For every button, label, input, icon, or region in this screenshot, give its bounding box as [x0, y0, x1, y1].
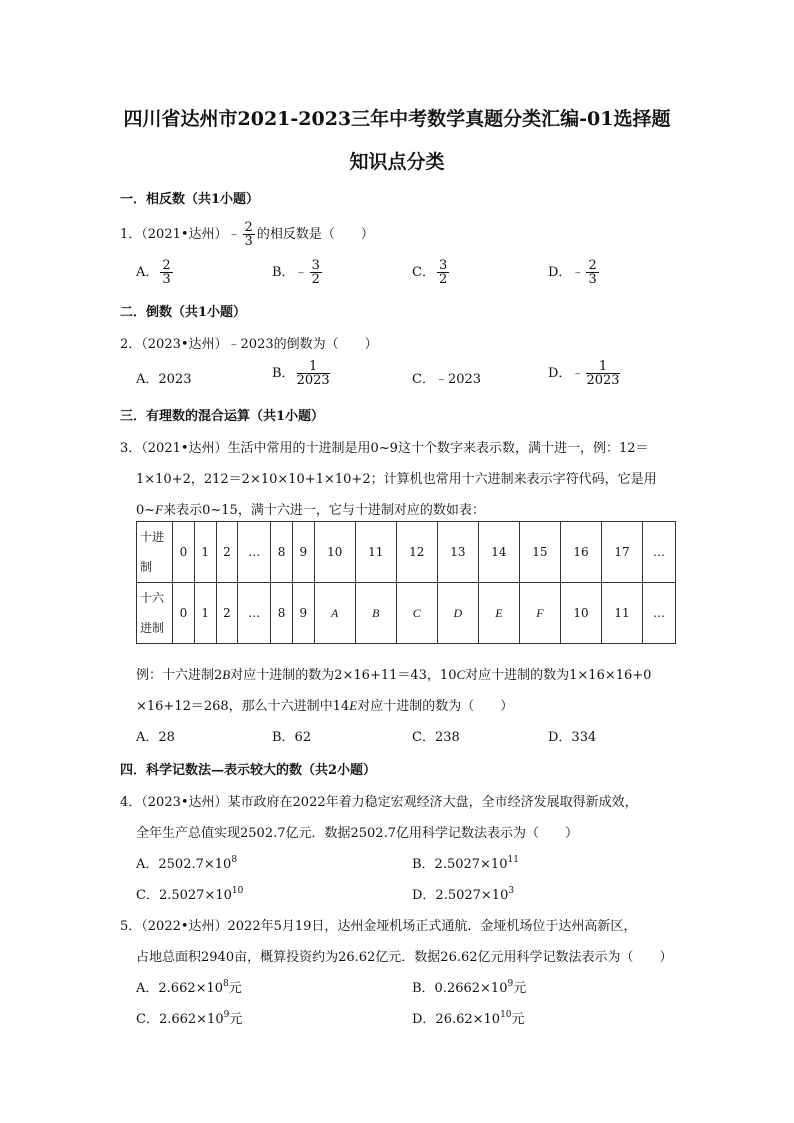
- text: 对应十进制的数为（ ）: [357, 699, 514, 714]
- q2-b-fraction: [297, 360, 330, 387]
- table-cell: 11: [602, 583, 643, 644]
- q2-d-fraction: [586, 360, 619, 387]
- q4-option-a: [136, 853, 237, 872]
- q4-line-1: 4．（2023•达州）某市政府在2022年着力稳定宏观经济大盘，全市经济发展取得新成效，: [120, 795, 638, 810]
- q4-line-2: 全年生产总值实现2502.7亿元．数据2502.7亿用科学记数法表示为（ ）: [136, 826, 578, 841]
- frac-den: 2: [311, 272, 320, 287]
- italic-var: D: [453, 605, 463, 620]
- table-cell: 2: [216, 522, 238, 583]
- text: 对应十进制的数为1×16×16+0: [465, 668, 652, 683]
- q5-line-1: 5．（2022•达州）2022年5月19日，达州金垭机场正式通航．金垭机场位于达州高新区，: [120, 919, 637, 934]
- table-cell: …: [643, 583, 676, 644]
- q5-line-2: 占地总面积2940亩，概算投资约为26.62亿元．数据26.62亿元用科学记数法表示为（ ）: [136, 950, 673, 965]
- q5-option-c: [136, 1008, 242, 1027]
- option-label: B．﹣: [272, 265, 308, 280]
- q2-option-a: A．2023: [136, 372, 192, 387]
- table-cell: [314, 583, 355, 644]
- hex-decimal-table: [136, 521, 676, 644]
- table-cell: 0: [173, 583, 195, 644]
- text: ×16+12＝268，那么十六进制中14: [136, 699, 350, 714]
- section-heading-3: 三．有理数的混合运算（共1小题）: [120, 409, 325, 424]
- table-cell: 9: [292, 583, 314, 644]
- q4-option-d: [412, 884, 514, 903]
- exponent: 10: [231, 886, 244, 896]
- table-cell: 1: [194, 522, 216, 583]
- q1-option-c: [412, 259, 451, 286]
- q3-after-line-1: [136, 664, 651, 683]
- text: D．2.5027×10: [412, 888, 509, 903]
- italic-var: B: [372, 605, 380, 620]
- frac-den: 3: [162, 272, 171, 287]
- q1-fraction: [243, 221, 255, 248]
- q1-c-fraction: [437, 259, 449, 286]
- table-cell: 10: [560, 583, 601, 644]
- q1-a-fraction: [160, 259, 172, 286]
- unit: 元: [513, 981, 527, 996]
- q1-d-fraction: [586, 259, 598, 286]
- table-cell: [396, 583, 437, 644]
- header-text: 十六: [140, 591, 165, 605]
- italic-var: C: [456, 667, 466, 682]
- q1-suffix: 的相反数是（ ）: [256, 227, 374, 242]
- table-cell: 13: [437, 522, 478, 583]
- table-cell: [519, 583, 560, 644]
- header-text: 进制: [140, 621, 165, 635]
- q2-option-c: C．﹣2023: [412, 372, 482, 387]
- exponent: 9: [223, 1010, 230, 1020]
- frac-den: 3: [588, 272, 597, 287]
- q5-option-a: [136, 977, 242, 996]
- table-cell: …: [238, 583, 271, 644]
- italic-var: F: [155, 502, 164, 517]
- table-cell: [478, 583, 519, 644]
- section-heading-1: 一．相反数（共1小题）: [120, 192, 260, 207]
- table-cell: 2: [216, 583, 238, 644]
- frac-num: 1: [297, 360, 330, 374]
- exponent: 3: [508, 886, 515, 896]
- frac-den: 2023: [296, 373, 330, 388]
- frac-den: 2023: [586, 373, 620, 388]
- q3-option-c: C．238: [412, 730, 460, 745]
- text: 来表示0~15，满十六进一，它与十进制对应的数如表：: [163, 503, 485, 518]
- question-1: [120, 221, 374, 248]
- text: 0~: [136, 503, 156, 518]
- table-cell: 15: [519, 522, 560, 583]
- q3-after-line-2: [136, 695, 513, 714]
- text: B．2.5027×10: [412, 857, 508, 872]
- exponent: 8: [223, 979, 229, 989]
- q3-line-2: 1×10+2，212＝2×10×10+1×10+2；计算机也常用十六进制来表示字符代码，它是用: [136, 472, 657, 487]
- exponent: 9: [507, 979, 514, 989]
- table-cell: 16: [560, 522, 601, 583]
- q2-option-d: [548, 360, 622, 387]
- q1-num: 2: [244, 220, 253, 235]
- table-cell: 17: [602, 522, 643, 583]
- q1-b-fraction: [310, 259, 322, 286]
- text: A．2502.7×10: [136, 857, 232, 872]
- q1-den: 3: [244, 234, 253, 249]
- table-cell: 12: [396, 522, 437, 583]
- q5-option-d: [412, 1008, 525, 1027]
- table-row-hex: [137, 583, 676, 644]
- q4-option-b: [412, 853, 519, 872]
- table-cell: 9: [292, 522, 314, 583]
- frac-den: 2: [438, 272, 448, 287]
- italic-var: E: [495, 605, 503, 620]
- table-cell: …: [643, 522, 676, 583]
- italic-var: B: [222, 667, 231, 682]
- q3-option-d: D．334: [548, 730, 597, 745]
- text: 对应十进制的数为2×16+11＝43，10: [230, 668, 457, 683]
- q3-line-1: 3．（2021•达州）生活中常用的十进制是用0~9这十个数字来表示数，满十进一，例：12＝: [120, 441, 649, 456]
- table-row-decimal: [137, 522, 676, 583]
- page-title: 四川省达州市2021-2023三年中考数学真题分类汇编-01选择题: [123, 108, 671, 130]
- question-2: 2．（2023•达州）﹣2023的倒数为（ ）: [120, 337, 378, 352]
- frac-num: 2: [162, 258, 171, 273]
- option-label: A．: [136, 265, 159, 280]
- table-cell: 11: [355, 522, 396, 583]
- table-cell: 8: [271, 522, 293, 583]
- italic-var: A: [331, 605, 339, 620]
- row-header-hex: [137, 583, 173, 644]
- table-cell: [437, 583, 478, 644]
- exponent: 8: [231, 855, 238, 865]
- q5-option-b: [412, 977, 526, 996]
- frac-num: 3: [438, 258, 448, 273]
- q3-option-b: B．62: [272, 730, 312, 745]
- table-cell: [355, 583, 396, 644]
- q3-option-a: A．28: [136, 730, 175, 745]
- page-subtitle: 知识点分类: [349, 151, 445, 173]
- option-label: D．﹣: [548, 265, 585, 280]
- unit: 元: [229, 1012, 243, 1027]
- q1-prefix: 1．（2021•达州）: [120, 227, 228, 242]
- header-text: 十进: [140, 530, 165, 544]
- table-cell: 0: [173, 522, 195, 583]
- q1-option-d: [548, 259, 601, 286]
- table-cell: 10: [314, 522, 355, 583]
- option-label: D．﹣: [548, 366, 585, 381]
- frac-num: 3: [311, 258, 320, 273]
- row-header-decimal: [137, 522, 173, 583]
- frac-num: 1: [586, 360, 619, 374]
- table-cell: 8: [271, 583, 293, 644]
- italic-var: E: [349, 698, 358, 713]
- q2-option-b: [272, 360, 332, 387]
- exponent: 10: [500, 1010, 512, 1020]
- italic-var: C: [412, 605, 421, 620]
- q1-minus: ﹣: [227, 227, 241, 242]
- unit: 元: [511, 1012, 525, 1027]
- option-label: B．: [272, 366, 295, 381]
- q4-option-c: [136, 884, 243, 903]
- q1-option-a: [136, 259, 175, 286]
- section-heading-4: 四．科学记数法—表示较大的数（共2小题）: [120, 763, 377, 778]
- table-cell: …: [238, 522, 271, 583]
- q3-line-3: [136, 499, 485, 518]
- text: C．2.5027×10: [136, 888, 232, 903]
- exponent: 11: [507, 855, 519, 865]
- section-heading-2: 二．倒数（共1小题）: [120, 305, 247, 320]
- option-label: C．: [412, 265, 435, 280]
- text: C．2.662×10: [136, 1012, 224, 1027]
- text: D．26.62×10: [412, 1012, 501, 1027]
- unit: 元: [228, 981, 242, 996]
- q1-option-b: [272, 259, 324, 286]
- text: 例：十六进制2: [136, 668, 223, 683]
- text: A．2.662×10: [136, 981, 224, 996]
- table-cell: 14: [478, 522, 519, 583]
- italic-var: F: [536, 605, 544, 620]
- header-text: 制: [140, 560, 153, 574]
- text: B．0.2662×10: [412, 981, 508, 996]
- frac-num: 2: [588, 258, 597, 273]
- table-cell: 1: [194, 583, 216, 644]
